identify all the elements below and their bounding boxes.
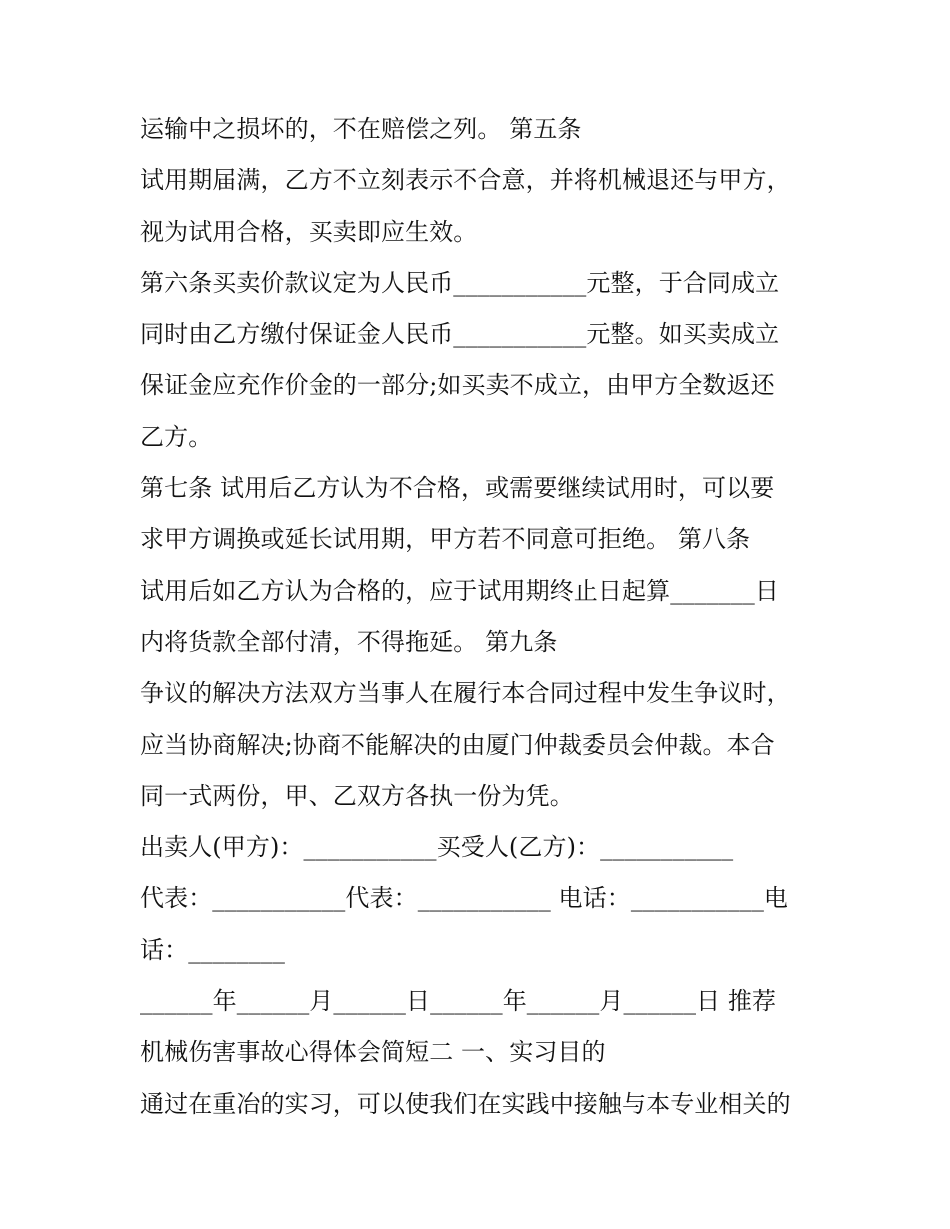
text-line: 争议的解决方法双方当事人在履行本合同过程中发生争议时， [140,679,791,708]
text-line: 求甲方调换或延长试用期，甲方若不同意可拒绝。 第八条 [140,525,751,554]
text-line: 同一式两份，甲、乙双方各执一份为凭。 [140,781,574,810]
text-line: 乙方。 [140,422,213,451]
text-line: 内将货款全部付清，不得拖延。 第九条 [140,627,558,656]
text-line: 试用后如乙方认为合格的，应于试用期终止日起算_______日 [140,576,779,605]
text-line: 同时由乙方缴付保证金人民币___________元整。如买卖成立 [140,320,780,349]
signature-line-representatives: 代表：___________代表：___________ 电话：___________电 [140,884,789,913]
text-line: 通过在重冶的实习，可以使我们在实践中接触与本专业相关的 [140,1089,791,1118]
text-line: 第七条 试用后乙方认为不合格，或需要继续试用时，可以要 [140,474,775,503]
text-line: 话：________ [140,935,285,964]
text-line: 试用期届满，乙方不立刻表示不合意，并将机械退还与甲方， [140,166,791,195]
date-line: ______年______月______日______年______月______日 推荐 [140,987,777,1016]
document-body [140,106,830,1132]
text-line: 运输中之损坏的，不在赔偿之列。 第五条 [140,115,582,143]
text-line: 应当协商解决;协商不能解决的由厦门仲裁委员会仲裁。本合 [140,730,775,759]
text-line: 第六条买卖价款议定为人民币___________元整，于合同成立 [140,268,780,297]
text-line: 保证金应充作价金的一部分;如买卖不成立，由甲方全数返还 [140,371,775,400]
section-heading-line: 机械伤害事故心得体会简短二 一、实习目的 [140,1038,606,1067]
signature-line-parties: 出卖人(甲方)：___________买受人(乙方)：___________ [140,833,734,862]
text-line: 视为试用合格，买卖即应生效。 [140,217,478,246]
